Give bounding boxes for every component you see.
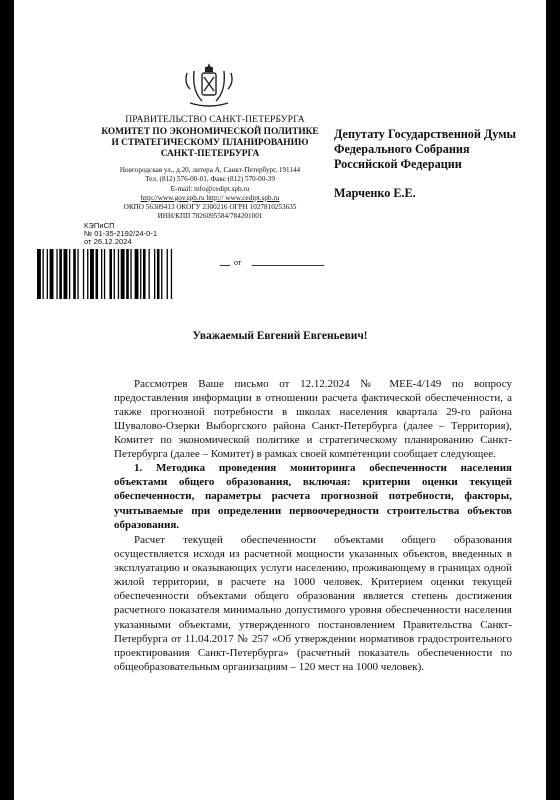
barcode-bar	[104, 249, 105, 299]
barcode-bar	[43, 249, 44, 299]
number-blank-line	[252, 265, 324, 266]
email-line[interactable]: E-mail: info@cedipt.spb.ru	[170, 184, 250, 193]
barcode-bar	[64, 249, 68, 299]
website-line[interactable]: http://www.gov.spb.ru http:// www.cedipt.spb.ru	[140, 193, 280, 202]
barcode-bar	[83, 249, 84, 299]
registration-stamp	[84, 222, 157, 245]
registration-barcode	[37, 249, 219, 299]
barcode-bar	[167, 249, 168, 299]
committee-line: КОМИТЕТ ПО ЭКОНОМИЧЕСКОЙ ПОЛИТИКЕ	[101, 127, 319, 137]
barcode-bar	[101, 249, 102, 299]
barcode-bar	[130, 249, 131, 299]
barcode-bar	[118, 249, 119, 299]
barcode-bar	[121, 249, 125, 299]
committee-line: САНКТ-ПЕТЕРБУРГА	[160, 149, 260, 159]
barcode-bar	[157, 249, 160, 299]
barcode-bar	[126, 249, 129, 299]
government-name: ПРАВИТЕЛЬСТВО САНКТ-ПЕТЕРБУРГА	[125, 114, 305, 125]
address-line: Новгородская ул., д.20, литера А, Санкт-Петербург, 191144	[119, 166, 301, 174]
barcode-bar	[171, 249, 172, 299]
barcode-bar	[56, 249, 57, 299]
barcode-bar	[73, 249, 76, 299]
phone-line: Тел. (812) 576-00-01, Факс (812) 570-00-39	[145, 175, 275, 184]
barcode-bar	[149, 249, 150, 299]
ot-label: от	[234, 258, 242, 267]
registration-dept: КЭПиСП	[84, 221, 115, 230]
barcode-bar	[69, 249, 70, 299]
barcode-bar	[37, 249, 41, 299]
inn-line: ИНН/КПП 7826095584/784201001	[157, 212, 263, 221]
barcode-bar	[77, 249, 78, 299]
barcode-bar	[154, 249, 155, 299]
barcode-bar	[161, 249, 162, 299]
barcode-bar	[50, 249, 54, 299]
barcode-bar	[140, 249, 141, 299]
barcode-bar	[109, 249, 112, 299]
barcode-bar	[96, 249, 99, 299]
committee-name	[92, 127, 328, 160]
recipient-name: Марченко Е.Е.	[334, 186, 416, 200]
barcode-bar	[59, 249, 62, 299]
document-page	[14, 0, 546, 800]
recipient-line: Депутату Государственной Думы	[334, 127, 517, 141]
registration-date: от 26.12.2024	[84, 236, 132, 246]
paragraph-methodology: Расчет текущей обеспеченности объектами общего образования осуществляется исходя из расчетной мощности указанных объектов, введенных в эксплуатацию и оказывающих услуги населению, проживающему в границах одной жилой территории, в расчете на 1000 человек. Критерием оценки текущей обеспеченности объектами общего образования является степень достижения расчетного показателя минимально допустимого уровня обеспеченности населения указанными объектами, утвержденного постановлением Правительства Санкт-Петербурга от 11.04.2017 № 257 «Об утверждении нормативов градостроительного проектирования Санкт-Петербурга» (расчетный показатель обеспеченности по общеобразовательным организациям – 120 мест на 1000 человек).	[114, 534, 512, 673]
barcode-bar	[114, 249, 115, 299]
barcode-bar	[135, 249, 139, 299]
recipient-line: Российской Федерации	[334, 157, 462, 171]
paragraph-intro: Рассмотрев Ваше письмо от 12.12.2024 № МЕЕ-4/149 по вопросу предоставления информации в отношении расчета фактической обеспеченности, а также прогнозной потребности в школах населения квартала 29-го района Шувалово-Озерки Выборгского района Санкт-Петербурга (далее – Территория), Комитет по экономической политике и стратегическому планированию Санкт-Петербурга (далее – Комитет) в рамках своей компетенции сообщает следующее.	[114, 378, 512, 461]
barcode-bar	[47, 249, 48, 299]
date-blank-line	[220, 265, 230, 266]
okpo-line: ОКПО 56309413 ОКОГУ 2300216 ОГРН 1027810253635	[123, 203, 297, 212]
committee-contacts	[92, 166, 328, 222]
recipient-line: Федерального Собрания	[334, 142, 470, 156]
greeting: Уважаемый Евгений Евгеньевич!	[192, 330, 368, 342]
coat-of-arms-emblem	[182, 63, 236, 111]
recipient-title	[334, 127, 534, 172]
barcode-bar	[90, 249, 94, 299]
section-heading: 1. Методика проведения мониторинга обеспеченности населения объектами общего образования, включая: критерии оценки текущей обеспеченности, параметры расчета прогнозной потребности, факторы, учитываемые при определении первоочередности строительства объектов образования.	[114, 462, 512, 531]
registration-number: № 01-35-2192/24-0-1	[84, 228, 158, 238]
committee-line: И СТРАТЕГИЧЕСКОМУ ПЛАНИРОВАНИЮ	[111, 138, 309, 148]
barcode-bar	[87, 249, 88, 299]
barcode-bar	[143, 249, 146, 299]
